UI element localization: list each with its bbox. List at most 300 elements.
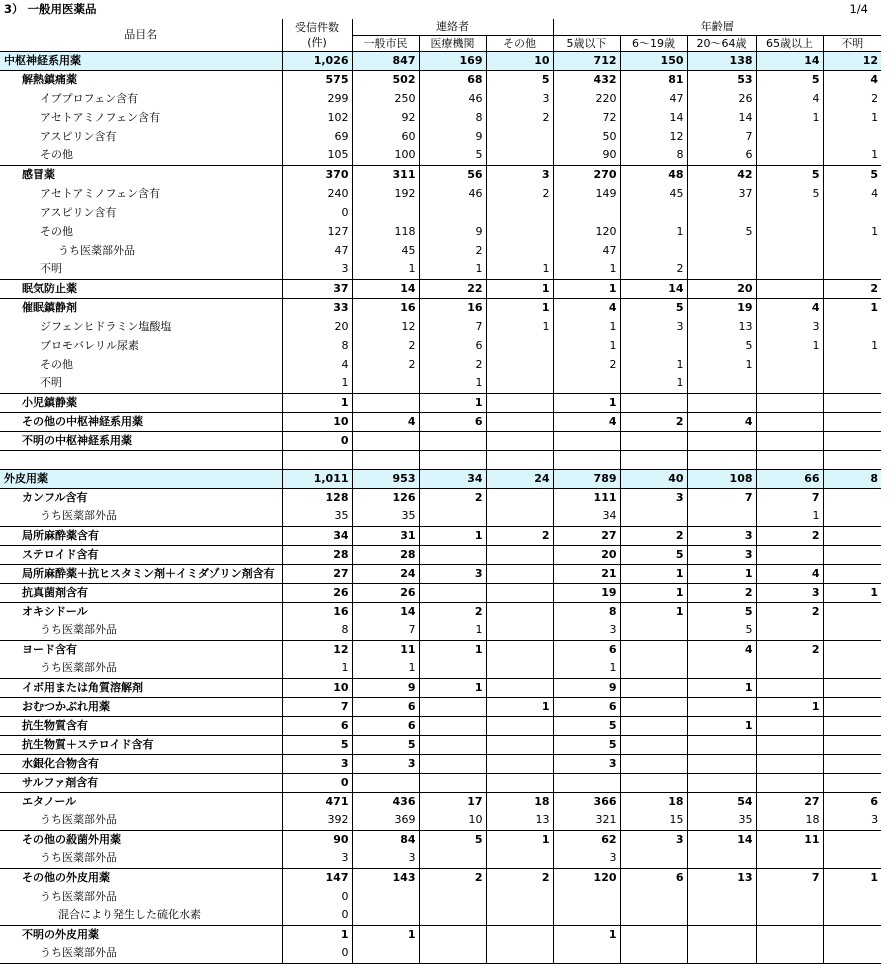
- row-label: オキシドール: [0, 602, 282, 621]
- cell-value: 11: [756, 830, 823, 849]
- header-col-age-0-5: 5歳以下: [553, 35, 620, 51]
- cell-value: [823, 602, 881, 621]
- cell-value: 370: [282, 165, 352, 184]
- cell-value: 5: [756, 70, 823, 89]
- cell-value: 16: [352, 298, 419, 317]
- table-row: [0, 203, 881, 222]
- cell-value: 4: [282, 355, 352, 374]
- cell-value: 50: [553, 127, 620, 146]
- cell-value: 8: [620, 146, 687, 165]
- table-row: [0, 336, 881, 355]
- cell-value: [486, 488, 553, 507]
- cell-value: [419, 583, 486, 602]
- cell-value: 14: [620, 279, 687, 298]
- table-row: [0, 754, 881, 773]
- cell-value: 6: [419, 412, 486, 431]
- cell-value: [620, 849, 687, 868]
- cell-value: [553, 887, 620, 906]
- cell-value: [823, 127, 881, 146]
- row-label: ヨード含有: [0, 640, 282, 659]
- cell-value: 28: [282, 545, 352, 564]
- table-row: [0, 602, 881, 621]
- cell-value: 7: [687, 488, 756, 507]
- cell-value: [352, 203, 419, 222]
- row-label: アセトアミノフェン含有: [40, 110, 161, 124]
- cell-value: 92: [352, 108, 419, 127]
- cell-value: 26: [282, 583, 352, 602]
- cell-value: 1: [282, 374, 352, 393]
- cell-value: [687, 735, 756, 754]
- cell-value: 2: [756, 526, 823, 545]
- cell-value: [823, 564, 881, 583]
- cell-value: 72: [553, 108, 620, 127]
- cell-value: [823, 355, 881, 374]
- table-row: [0, 222, 881, 241]
- cell-value: 37: [282, 279, 352, 298]
- cell-value: [486, 564, 553, 583]
- cell-value: 16: [282, 602, 352, 621]
- cell-value: 3: [620, 488, 687, 507]
- cell-value: 69: [282, 127, 352, 146]
- cell-value: 847: [352, 51, 419, 70]
- table-row: [0, 279, 881, 298]
- cell-value: 432: [553, 70, 620, 89]
- cell-value: 0: [282, 944, 352, 963]
- cell-value: 1: [756, 108, 823, 127]
- cell-value: 1: [823, 222, 881, 241]
- row-label: うち医薬部外品: [40, 851, 117, 865]
- cell-value: [620, 659, 687, 678]
- cell-value: 1: [823, 583, 881, 602]
- cell-value: 27: [282, 564, 352, 583]
- cell-value: 20: [553, 545, 620, 564]
- cell-value: 1: [756, 507, 823, 526]
- cell-value: 34: [282, 526, 352, 545]
- table-row: [0, 849, 881, 868]
- cell-value: 5: [553, 735, 620, 754]
- cell-value: [823, 260, 881, 279]
- cell-value: [687, 659, 756, 678]
- cell-value: 6: [352, 697, 419, 716]
- cell-value: 192: [352, 184, 419, 203]
- cell-value: [620, 241, 687, 260]
- row-label: うち医薬部外品: [40, 889, 117, 903]
- cell-value: [756, 716, 823, 735]
- table-body: [0, 51, 881, 963]
- cell-value: [756, 146, 823, 165]
- cell-value: 0: [282, 203, 352, 222]
- cell-value: 3: [486, 89, 553, 108]
- cell-value: [687, 450, 756, 469]
- cell-value: 47: [620, 89, 687, 108]
- cell-value: 7: [756, 868, 823, 887]
- cell-value: 62: [553, 830, 620, 849]
- cell-value: 3: [687, 545, 756, 564]
- cell-value: [823, 887, 881, 906]
- row-label: ジフェンヒドラミン塩酸塩: [40, 319, 172, 333]
- cell-value: 9: [419, 222, 486, 241]
- row-label: ブロモバレリル尿素: [40, 338, 139, 352]
- cell-value: 1: [486, 697, 553, 716]
- cell-value: [486, 146, 553, 165]
- cell-value: [620, 773, 687, 792]
- cell-value: 20: [687, 279, 756, 298]
- cell-value: [620, 716, 687, 735]
- cell-value: [486, 906, 553, 925]
- table-row: [0, 127, 881, 146]
- row-label: 抗生物質＋ステロイド含有: [0, 735, 282, 754]
- cell-value: [687, 887, 756, 906]
- table-row: [0, 678, 881, 697]
- cell-value: 56: [419, 165, 486, 184]
- cell-value: 1: [620, 583, 687, 602]
- cell-value: [756, 241, 823, 260]
- cell-value: [756, 450, 823, 469]
- table-row: [0, 51, 881, 70]
- cell-value: [823, 697, 881, 716]
- cell-value: 2: [419, 241, 486, 260]
- cell-value: 471: [282, 792, 352, 811]
- cell-value: 321: [553, 811, 620, 830]
- cell-value: 54: [687, 792, 756, 811]
- cell-value: 127: [282, 222, 352, 241]
- cell-value: 3: [823, 811, 881, 830]
- cell-value: 120: [553, 222, 620, 241]
- cell-value: 2: [486, 184, 553, 203]
- cell-value: 1: [419, 374, 486, 393]
- cell-value: 1: [419, 260, 486, 279]
- cell-value: 27: [553, 526, 620, 545]
- cell-value: 8: [823, 469, 881, 488]
- cell-value: 4: [687, 640, 756, 659]
- cell-value: [687, 849, 756, 868]
- cell-value: 10: [282, 412, 352, 431]
- cell-value: 369: [352, 811, 419, 830]
- cell-value: [823, 716, 881, 735]
- table-row: [0, 792, 881, 811]
- cell-value: 6: [282, 716, 352, 735]
- cell-value: [687, 773, 756, 792]
- cell-value: 392: [282, 811, 352, 830]
- cell-value: [419, 659, 486, 678]
- cell-value: 46: [419, 184, 486, 203]
- cell-value: [620, 621, 687, 640]
- cell-value: [756, 412, 823, 431]
- cell-value: 2: [553, 355, 620, 374]
- cell-value: [553, 906, 620, 925]
- table-row: [0, 374, 881, 393]
- cell-value: [756, 393, 823, 412]
- cell-value: 34: [419, 469, 486, 488]
- cell-value: 1: [419, 526, 486, 545]
- cell-value: 4: [823, 70, 881, 89]
- table-row: [0, 108, 881, 127]
- cell-value: 1: [282, 393, 352, 412]
- cell-value: 5: [419, 830, 486, 849]
- cell-value: 26: [687, 89, 756, 108]
- cell-value: [419, 754, 486, 773]
- cell-value: [352, 393, 419, 412]
- cell-value: 53: [687, 70, 756, 89]
- row-label: アセトアミノフェン含有: [40, 186, 161, 200]
- cell-value: 102: [282, 108, 352, 127]
- cell-value: 1: [687, 564, 756, 583]
- cell-value: [823, 450, 881, 469]
- cell-value: [756, 659, 823, 678]
- cell-value: [553, 203, 620, 222]
- cell-value: [687, 374, 756, 393]
- cell-value: 5: [352, 735, 419, 754]
- cell-value: 48: [620, 165, 687, 184]
- table-row: [0, 317, 881, 336]
- table-row: [0, 89, 881, 108]
- cell-value: 11: [352, 640, 419, 659]
- row-label: うち医薬部外品: [40, 509, 117, 523]
- cell-value: 105: [282, 146, 352, 165]
- cell-value: 6: [352, 716, 419, 735]
- cell-value: [486, 716, 553, 735]
- table-row: [0, 165, 881, 184]
- cell-value: 9: [419, 127, 486, 146]
- cell-value: [620, 754, 687, 773]
- cell-value: [756, 849, 823, 868]
- cell-value: [756, 260, 823, 279]
- row-label: 解熱鎮痛薬: [0, 70, 282, 89]
- cell-value: 7: [352, 621, 419, 640]
- cell-value: 45: [352, 241, 419, 260]
- cell-value: 14: [352, 279, 419, 298]
- table-row: [0, 564, 881, 583]
- cell-value: 1: [823, 336, 881, 355]
- cell-value: 2: [419, 868, 486, 887]
- cell-value: 26: [352, 583, 419, 602]
- statistics-table: [0, 19, 881, 964]
- table-row: [0, 735, 881, 754]
- cell-value: 2: [823, 279, 881, 298]
- cell-value: 0: [282, 887, 352, 906]
- cell-value: 220: [553, 89, 620, 108]
- cell-value: 1: [620, 355, 687, 374]
- cell-value: [687, 393, 756, 412]
- cell-value: 1: [419, 640, 486, 659]
- cell-value: 15: [620, 811, 687, 830]
- cell-value: 8: [282, 336, 352, 355]
- cell-value: 1: [553, 659, 620, 678]
- cell-value: [486, 640, 553, 659]
- cell-value: 118: [352, 222, 419, 241]
- cell-value: [756, 203, 823, 222]
- cell-value: [553, 773, 620, 792]
- table-row: [0, 184, 881, 203]
- cell-value: 10: [419, 811, 486, 830]
- cell-value: 2: [620, 260, 687, 279]
- cell-value: 35: [282, 507, 352, 526]
- cell-value: 5: [620, 545, 687, 564]
- cell-value: 1: [687, 716, 756, 735]
- table-row: [0, 811, 881, 830]
- cell-value: 19: [553, 583, 620, 602]
- cell-value: [620, 507, 687, 526]
- cell-value: 953: [352, 469, 419, 488]
- cell-value: [620, 336, 687, 355]
- cell-value: 3: [352, 754, 419, 773]
- row-label: うち医薬部外品: [40, 813, 117, 827]
- cell-value: [823, 678, 881, 697]
- cell-value: 0: [282, 431, 352, 450]
- cell-value: 28: [352, 545, 419, 564]
- cell-value: 1: [282, 659, 352, 678]
- cell-value: 90: [282, 830, 352, 849]
- cell-value: 66: [756, 469, 823, 488]
- row-label: 抗真菌剤含有: [0, 583, 282, 602]
- cell-value: [352, 887, 419, 906]
- cell-value: 47: [282, 241, 352, 260]
- cell-value: 299: [282, 89, 352, 108]
- cell-value: 1: [620, 602, 687, 621]
- cell-value: [620, 393, 687, 412]
- cell-value: 35: [687, 811, 756, 830]
- cell-value: [486, 773, 553, 792]
- header-age: 年齢層: [553, 19, 881, 35]
- cell-value: [486, 659, 553, 678]
- cell-value: [756, 678, 823, 697]
- cell-value: [687, 203, 756, 222]
- cell-value: 4: [756, 298, 823, 317]
- table-row: [0, 545, 881, 564]
- cell-value: 1: [553, 336, 620, 355]
- cell-value: 1: [419, 621, 486, 640]
- cell-value: [823, 203, 881, 222]
- cell-value: 3: [687, 526, 756, 545]
- cell-value: 2: [486, 868, 553, 887]
- row-label: 不明: [40, 262, 62, 276]
- cell-value: 1: [553, 925, 620, 944]
- row-label: エタノール: [0, 792, 282, 811]
- cell-value: 240: [282, 184, 352, 203]
- cell-value: 1: [553, 317, 620, 336]
- cell-value: 6: [687, 146, 756, 165]
- cell-value: [756, 279, 823, 298]
- cell-value: 7: [687, 127, 756, 146]
- table-row: [0, 146, 881, 165]
- cell-value: [486, 545, 553, 564]
- cell-value: [823, 241, 881, 260]
- cell-value: 3: [419, 564, 486, 583]
- cell-value: 1: [486, 298, 553, 317]
- cell-value: 1: [486, 279, 553, 298]
- cell-value: [687, 944, 756, 963]
- cell-value: [823, 849, 881, 868]
- row-label: 局所麻酔薬含有: [0, 526, 282, 545]
- cell-value: [620, 906, 687, 925]
- cell-value: 3: [553, 754, 620, 773]
- cell-value: [756, 374, 823, 393]
- cell-value: [823, 374, 881, 393]
- cell-value: 3: [553, 849, 620, 868]
- cell-value: [553, 450, 620, 469]
- cell-value: [419, 887, 486, 906]
- cell-value: 8: [419, 108, 486, 127]
- cell-value: 5: [486, 70, 553, 89]
- cell-value: [756, 127, 823, 146]
- cell-value: 3: [553, 621, 620, 640]
- cell-value: 1: [486, 317, 553, 336]
- row-label: 眠気防止薬: [0, 279, 282, 298]
- cell-value: [756, 925, 823, 944]
- cell-value: [486, 678, 553, 697]
- cell-value: [823, 545, 881, 564]
- table-row: [0, 697, 881, 716]
- cell-value: [553, 431, 620, 450]
- cell-value: 150: [620, 51, 687, 70]
- table-header: [0, 19, 881, 51]
- header-count-unit: (件): [282, 35, 352, 51]
- cell-value: 1: [419, 678, 486, 697]
- table-row: [0, 830, 881, 849]
- cell-value: 13: [687, 868, 756, 887]
- cell-value: 120: [553, 868, 620, 887]
- table-row: [0, 355, 881, 374]
- cell-value: [419, 545, 486, 564]
- cell-value: 45: [620, 184, 687, 203]
- cell-value: 5: [620, 298, 687, 317]
- cell-value: 1: [823, 298, 881, 317]
- row-label: その他の殺菌外用薬: [0, 830, 282, 849]
- cell-value: [823, 317, 881, 336]
- row-label: 小児鎮静薬: [0, 393, 282, 412]
- cell-value: [823, 906, 881, 925]
- table-row: [0, 507, 881, 526]
- row-label: [0, 450, 282, 469]
- cell-value: 14: [687, 108, 756, 127]
- cell-value: [419, 716, 486, 735]
- cell-value: 1,011: [282, 469, 352, 488]
- cell-value: 5: [419, 146, 486, 165]
- row-label: その他の中枢神経系用薬: [0, 412, 282, 431]
- cell-value: 8: [282, 621, 352, 640]
- cell-value: 1: [756, 697, 823, 716]
- cell-value: [486, 735, 553, 754]
- cell-value: 2: [419, 355, 486, 374]
- cell-value: 5: [756, 184, 823, 203]
- header-col-medical: 医療機関: [419, 35, 486, 51]
- cell-value: 6: [419, 336, 486, 355]
- cell-value: [620, 925, 687, 944]
- page-title: 3） 一般用医薬品: [4, 2, 97, 16]
- table-row: [0, 298, 881, 317]
- cell-value: 575: [282, 70, 352, 89]
- cell-value: [419, 944, 486, 963]
- table-row: [0, 583, 881, 602]
- row-label: イブプロフェン含有: [40, 91, 139, 105]
- cell-value: [756, 735, 823, 754]
- cell-value: [486, 374, 553, 393]
- cell-value: 5: [823, 165, 881, 184]
- cell-value: [756, 355, 823, 374]
- cell-value: 1: [553, 393, 620, 412]
- cell-value: 366: [553, 792, 620, 811]
- row-label: サルファ剤含有: [0, 773, 282, 792]
- table-row: [0, 906, 881, 925]
- cell-value: 143: [352, 868, 419, 887]
- cell-value: [486, 944, 553, 963]
- cell-value: 1: [823, 108, 881, 127]
- cell-value: 24: [486, 469, 553, 488]
- cell-value: 2: [687, 583, 756, 602]
- cell-value: [620, 887, 687, 906]
- table-row: [0, 469, 881, 488]
- cell-value: [486, 393, 553, 412]
